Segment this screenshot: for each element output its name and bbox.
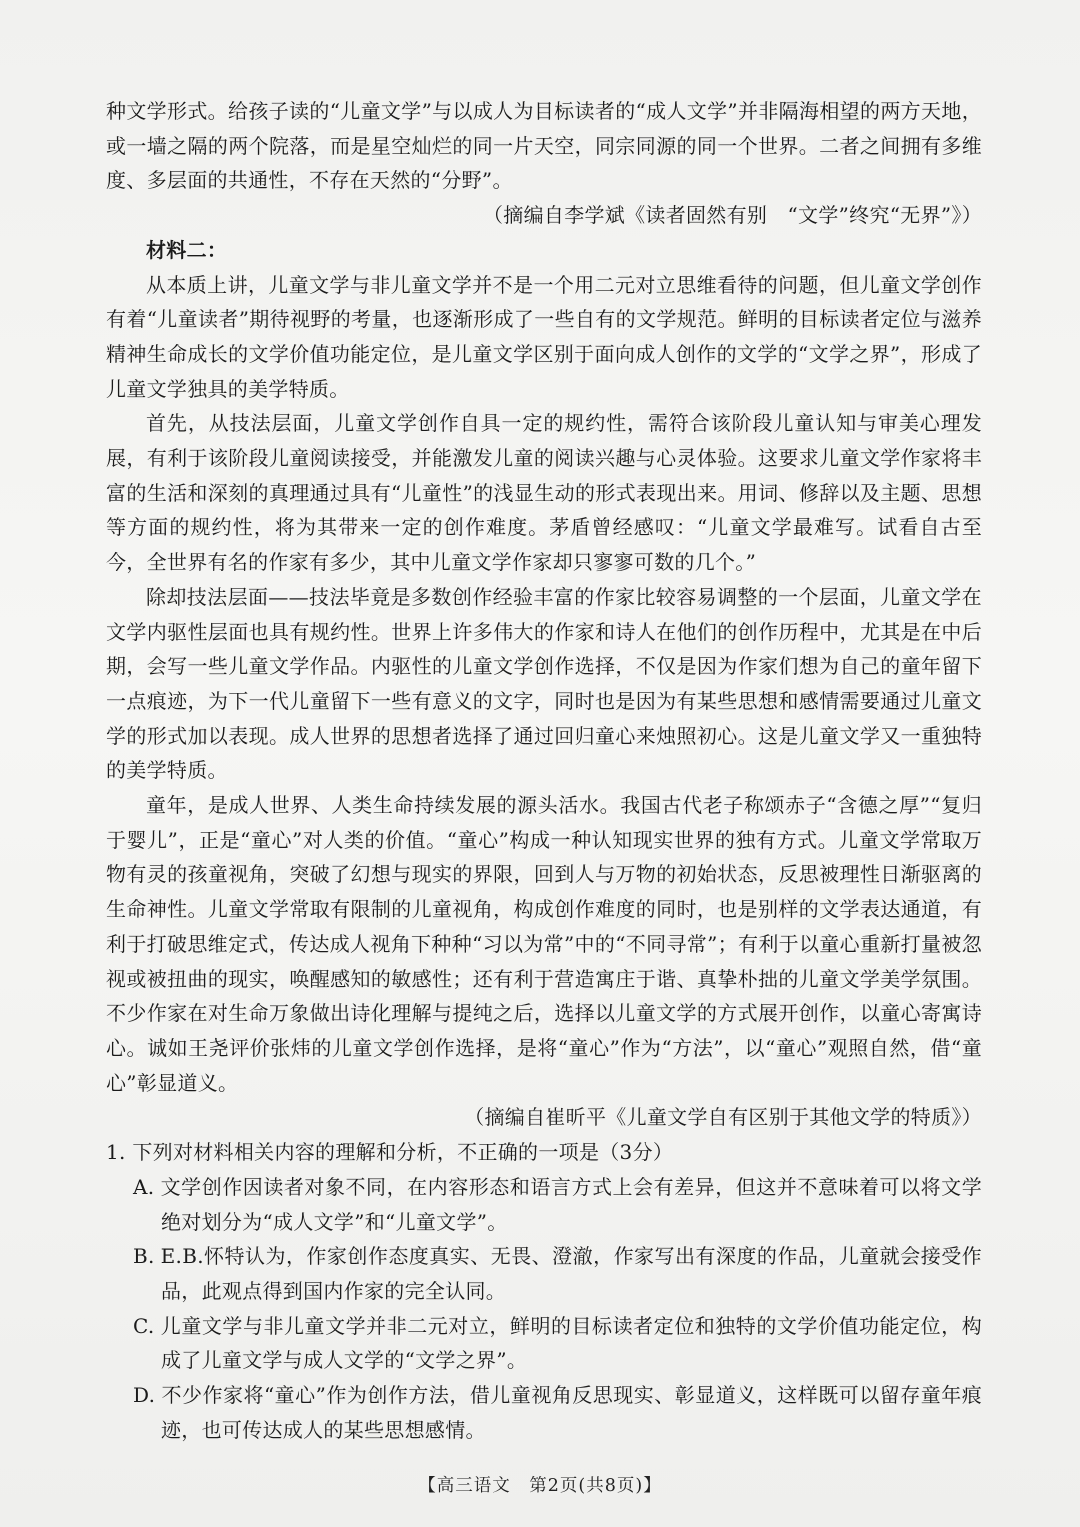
option-b-label: B. [133,1244,155,1269]
question-1-stem: 1. 下列对材料相关内容的理解和分析，不正确的一项是（3分） [106,1140,674,1165]
material-2-heading: 材料二： [146,237,228,262]
question-1-option-d [106,1378,982,1447]
material-2-paragraph: 除却技法层面——技法毕竟是多数创作经验丰富的作家比较容易调整的一个层面，儿童文学在文学内驱性层面也具有规约性。世界上许多伟大的作家和诗人在他们的创作历程中，尤其是在中后期，会写一些儿童文学作品。内驱性的儿童文学创作选择，不仅是因为作家们想为自己的童年留下一点痕迹，为下一代儿童留下一些有意义的文字，同时也是因为有某些思想和感情需要通过儿童文学的形式加以表现。成人世界的思想者选择了通过回归童心来烛照初心。这是儿童文学又一重独特的美学特质。 [106,584,982,783]
page-content [106,94,982,1447]
option-b-text: E.B.怀特认为，作家创作态度真实、无畏、澄澈，作家写出有深度的作品，儿童就会接受作品，此观点得到国内作家的完全认同。 [160,1244,982,1303]
page-footer: 【高三语文 第2页(共8页)】 [418,1476,662,1496]
question-1-option-b [106,1239,982,1308]
option-a-text: 文学创作因读者对象不同，在内容形态和语言方式上会有差异，但这并不意味着可以将文学绝对划分为“成人文学”和“儿童文学”。 [160,1174,982,1234]
attribution-material-2: （摘编自崔昕平《儿童文学自有区别于其他文学的特质》） [464,1105,982,1130]
option-d-label: D. [133,1383,156,1408]
option-c-label: C. [133,1313,155,1338]
option-d-text: 不少作家将“童心”作为创作方法，借儿童视角反思现实、彰显道义，这样既可以留存童年痕迹，也可传达成人的某些思想感情。 [161,1383,982,1442]
option-a-label: A. [133,1174,155,1199]
question-1-option-a [106,1170,982,1239]
attribution-material-1: （摘编自李学斌《读者固然有别 “文学”终究“无界”》） [483,203,982,228]
question-1-option-c [106,1309,982,1378]
lead-paragraph: 种文学形式。给孩子读的“儿童文学”与以成人为目标读者的“成人文学”并非隔海相望的两方天地，或一墙之隔的两个院落，而是星空灿烂的同一片天空，同宗同源的同一个世界。二者之间拥有多维度、多层面的共通性，不存在天然的“分野”。 [106,99,982,193]
material-2-paragraph: 首先，从技法层面，儿童文学创作自具一定的规约性，需符合该阶段儿童认知与审美心理发展，有利于该阶段儿童阅读接受，并能激发儿童的阅读兴趣与心灵体验。这要求儿童文学作家将丰富的生活和深刻的真理通过具有“儿童性”的浅显生动的形式表现出来。用词、修辞以及主题、思想等方面的规约性，将为其带来一定的创作难度。茅盾曾经感叹：“儿童文学最难写。试看自古至今，全世界有名的作家有多少，其中儿童文学作家却只寥寥可数的几个。” [106,411,982,575]
material-2-paragraph: 从本质上讲，儿童文学与非儿童文学并不是一个用二元对立思维看待的问题，但儿童文学创作有着“儿童读者”期待视野的考量，也逐渐形成了一些自有的文学规范。鲜明的目标读者定位与滋养精神生命成长的文学价值功能定位，是儿童文学区别于面向成人创作的文学的“文学之界”，形成了儿童文学独具的美学特质。 [106,272,982,401]
option-c-text: 儿童文学与非儿童文学并非二元对立，鲜明的目标读者定位和独特的文学价值功能定位，构成了儿童文学与成人文学的“文学之界”。 [160,1313,982,1373]
material-2-paragraph: 童年，是成人世界、人类生命持续发展的源头活水。我国古代老子称颂赤子“含德之厚”“复归于婴儿”，正是“童心”对人类的价值。“童心”构成一种认知现实世界的独有方式。儿童文学常取万物有灵的孩童视角，突破了幻想与现实的界限，回到人与万物的初始状态，反思被理性日渐驱离的生命神性。儿童文学常取有限制的儿童视角，构成创作难度的同时，也是别样的文学表达通道，有利于打破思维定式，传达成人视角下种种“习以为常”中的“不同寻常”；有利于以童心重新打量被忽视或被扭曲的现实，唤醒感知的敏感性；还有利于营造寓庄于谐、真挚朴拙的儿童文学美学氛围。不少作家在对生命万象做出诗化理解与提纯之后，选择以儿童文学的方式展开创作，以童心寄寓诗心。诚如王尧评价张炜的儿童文学创作选择，是将“童心”作为“方法”，以“童心”观照自然，借“童心”彰显道义。 [106,793,982,1095]
